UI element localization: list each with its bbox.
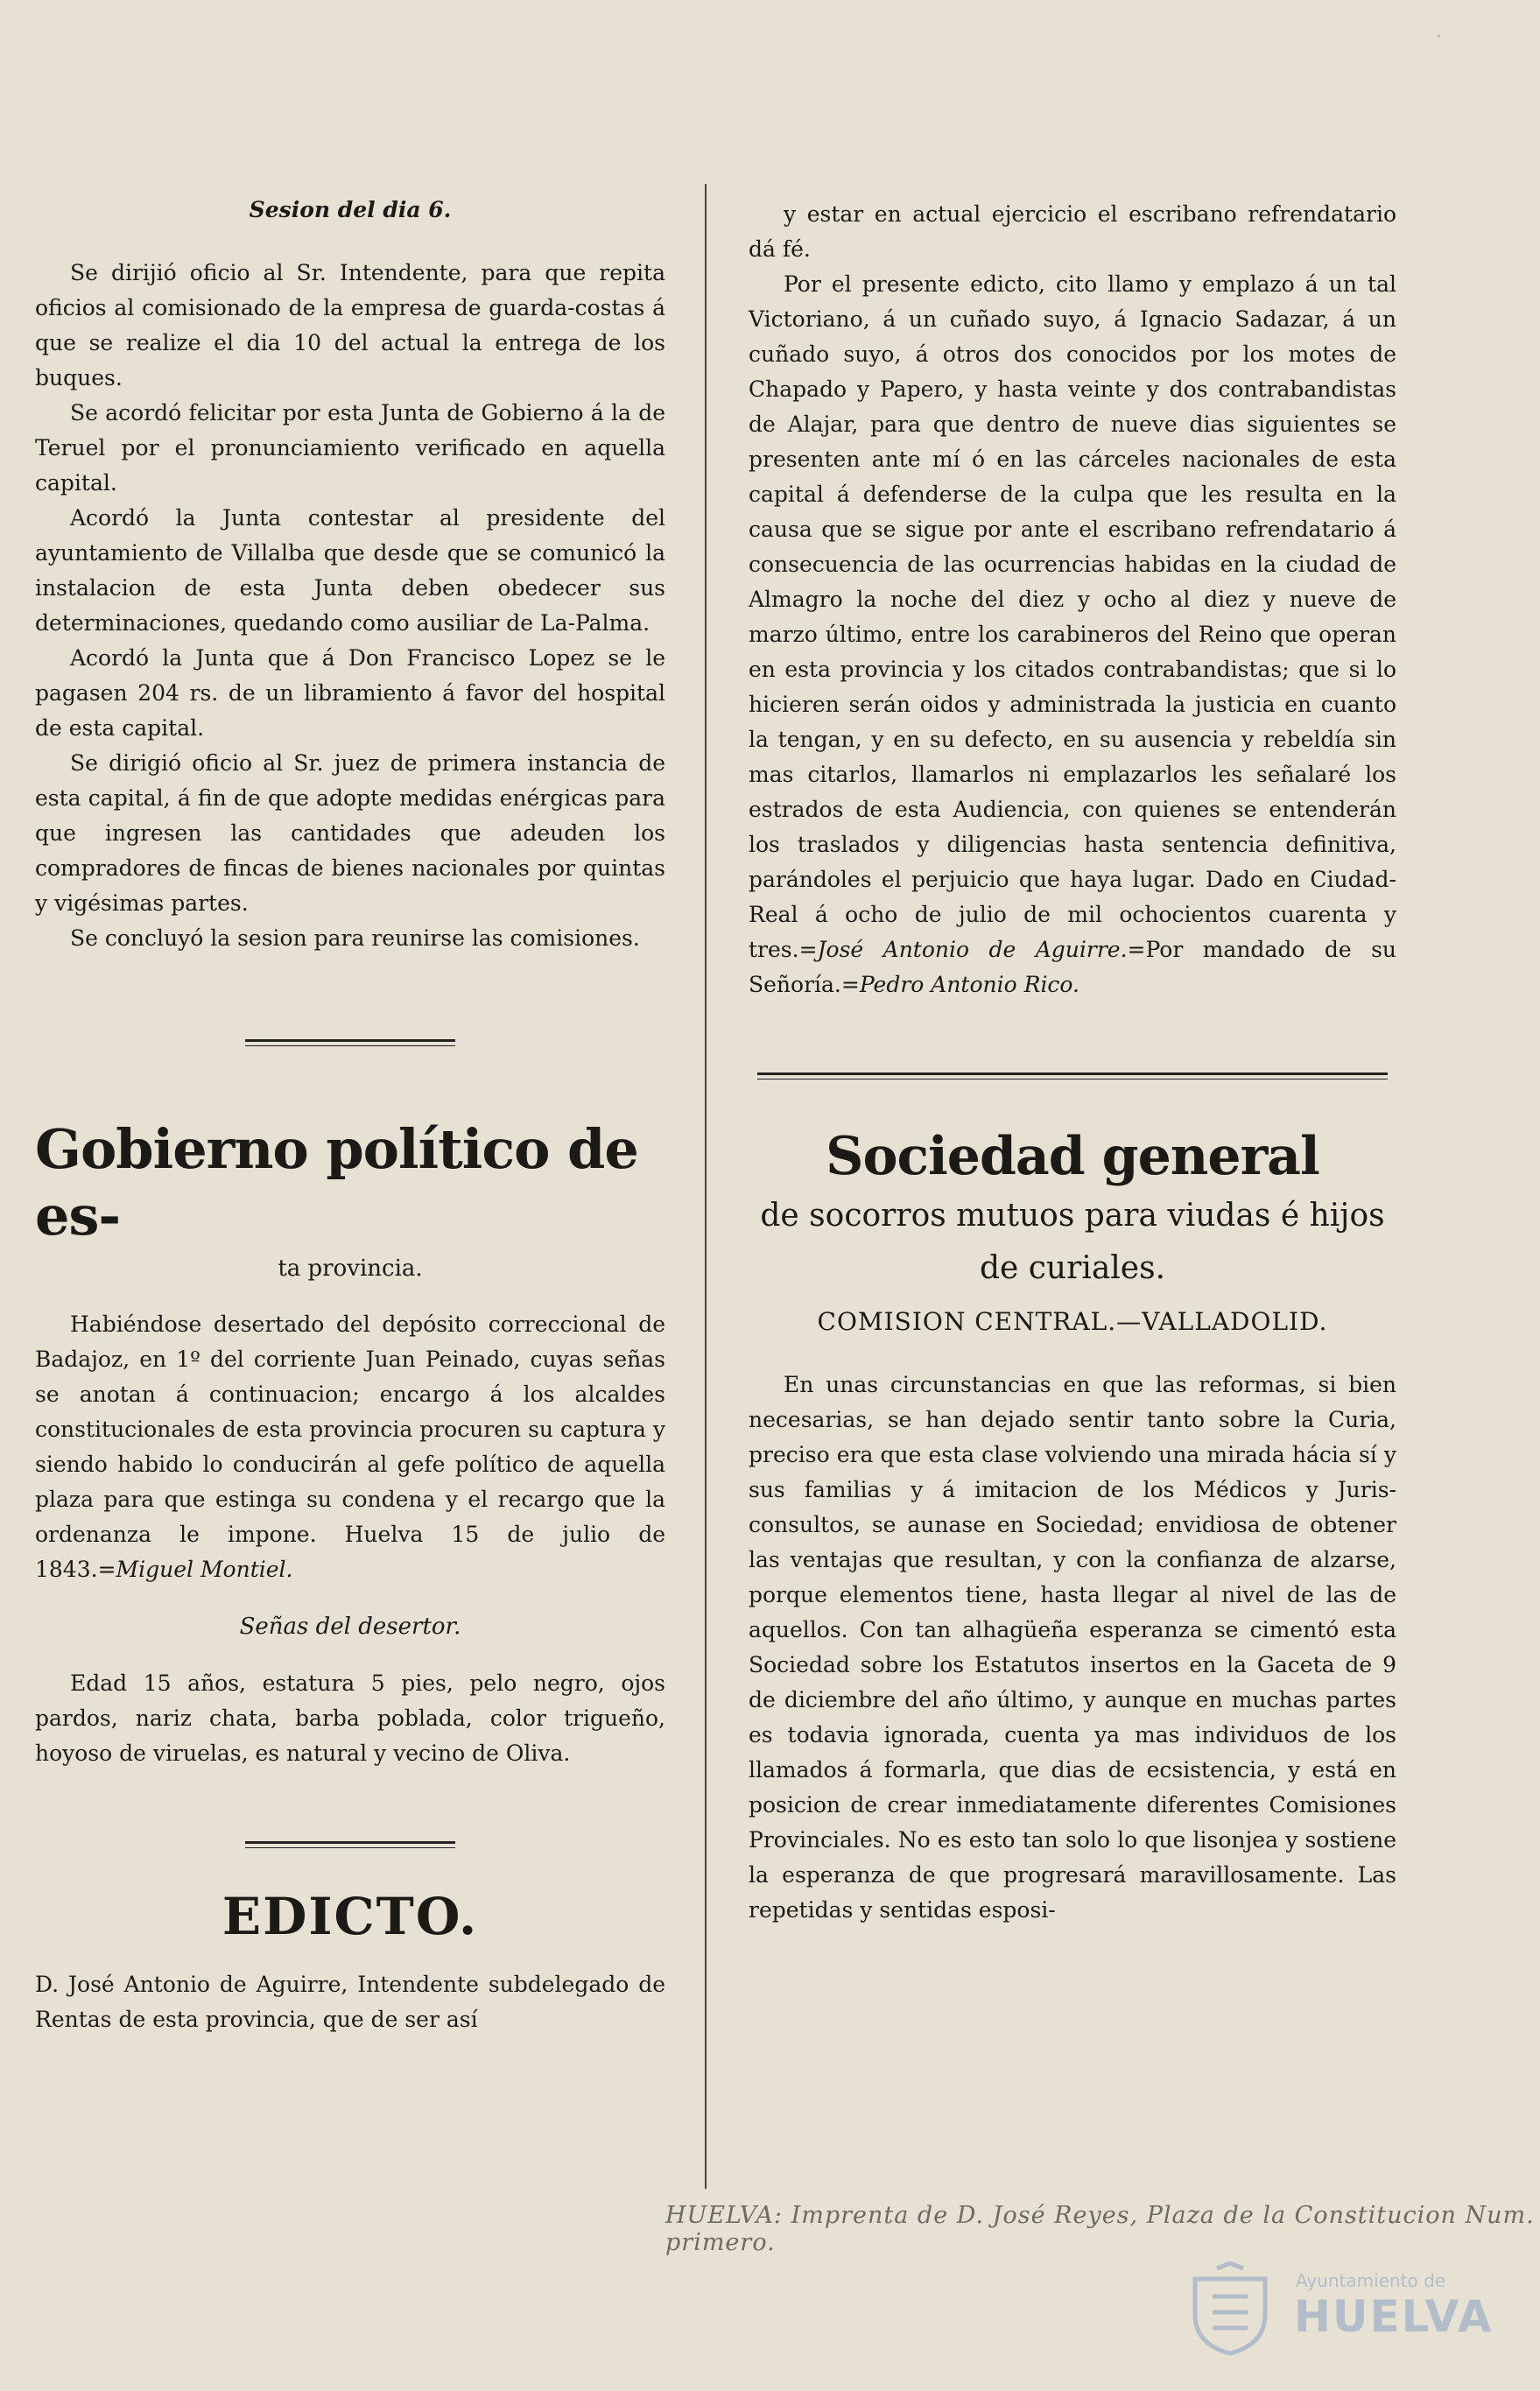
senas-heading: Señas del desertor.: [239, 1614, 461, 1640]
section-rule: [757, 1072, 1388, 1079]
faint-page-number: ·: [1436, 26, 1442, 48]
section-rule: [245, 1841, 455, 1848]
session-paragraph: Se dirijió oficio al Sr. Intendente, para que repita oficios al comisionado de la empresa de guarda-costas á que se realize el dia 10 del actual la entrega de los buques.: [35, 260, 665, 390]
gobierno-text: Habiéndose desertado del depósito correccional de Badajoz, en 1º del corriente Juan Peinado, cuyas señas se anotan á continuacion; encargo á los alcaldes constitucionales de esta provincia procuren su captura y siendo habido lo conducirán al gefe político de aquella plaza para que estinga su condena y el recargo que la ordenanza le impone. Huelva 15 de julio de 1843.: [35, 1312, 665, 1582]
session-paragraph: Acordó la Junta que á Don Francisco Lopez se le pagasen 204 rs. de un libramiento á favor del hospital de esta capital.: [35, 645, 665, 741]
edicto-mandado: =Por mandado de su Señoría.: [749, 937, 1396, 997]
senas-text: Edad 15 años, estatura 5 pies, pelo negro, ojos pardos, nariz chata, barba poblada, color trigueño, hoyoso de viruelas, es natural y vecino de Oliva.: [35, 1670, 665, 1766]
column-divider: [705, 184, 707, 2189]
right-column: [749, 179, 1396, 1928]
comision-heading: COMISION CENTRAL.—VALLADOLID.: [817, 1307, 1328, 1336]
session-paragraphs: [35, 256, 665, 956]
sociedad-heading: Sociedad general: [826, 1126, 1319, 1187]
crest-icon: [1182, 2261, 1278, 2358]
sociedad-subheading: de socorros mutuos para viudas é hijos de curiales.: [760, 1198, 1385, 1286]
edicto-body: [749, 267, 1396, 1002]
session-paragraph: Se dirigió oficio al Sr. juez de primera instancia de esta capital, á fin de que adopte medidas enérgicas para que ingresen las cantidades que adeuden los compradores de fincas de bienes nacionales por quintas y vigésimas partes.: [35, 750, 665, 916]
edicto-body-text: Por el presente edicto, cito llamo y emplazo á un tal Victoriano, á un cuñado suyo, á Ignacio Sadazar, á un cuñado suyo, á otros dos conocidos por los motes de Chapado y Papero, y hasta veinte y dos contrabandistas de Alajar, para que dentro de nueve dias siguientes se presenten ante mí ó en las cárceles nacionales de esta capital á defenderse de la culpa que les resulta en la causa que se sigue por ante el escribano refrendatario á consecuencia de las ocurrencias habidas en la ciudad de Almagro la noche del diez y ocho al diez y nueve de marzo último, entre los carabineros del Reino que operan en esta provincia y los citados contrabandistas; que si lo hicieren serán oidos y administrada la justicia en cuanto la tengan, y en su defecto, en su ausencia y rebeldía sin mas citarlos, llamarlos ni emplazarlos les señalaré los estrados de esta Audiencia, con quienes se entenderán los traslados y diligencias hasta sentencia definitiva, parándoles el perjuicio que haya lugar. Dado en Ciudad-Real á ocho de julio de mil ochocientos cuarenta y tres.: [749, 271, 1396, 962]
gobierno-notice: [35, 1307, 665, 1587]
left-column: [35, 179, 665, 2037]
watermark-logo: [1182, 2254, 1497, 2359]
session-paragraph: Acordó la Junta contestar al presidente del ayuntamiento de Villalba que desde que se comunicó la instalacion de esta Junta deben obedecer sus determinaciones, quedando como ausiliar de La-Palma.: [35, 505, 665, 636]
watermark-big-text: HUELVA: [1294, 2291, 1494, 2342]
edicto-intro: D. José Antonio de Aguirre, Intendente subdelegado de Rentas de esta provincia, que de ser así: [35, 1972, 665, 2032]
session-paragraph: Se acordó felicitar por esta Junta de Gobierno á la de Teruel por el pronunciamiento verificado en aquella capital.: [35, 400, 665, 496]
edicto-heading: EDICTO.: [222, 1887, 479, 1946]
sociedad-text: En unas circunstancias en que las reformas, si bien necesarias, se han dejado sentir tanto sobre la Curia, preciso era que esta clase volviendo una mirada hácia sí y sus familias y á imitacion de los Médicos y Juris-consultos, se aunase en Sociedad; envidiosa de obtener las ventajas que resultan, y con la confianza de alzarse, porque elementos tiene, hasta llegar al nivel de las de aquellos. Con tan alhagüeña esperanza se cimentó esta Sociedad sobre los Estatutos insertos en la Gaceta de 9 de diciembre del año último, y aunque en muchas partes es todavia ignorada, cuenta ya mas individuos de los llamados á formarla, que dias de ecsistencia, y está en posicion de crear inmediatamente diferentes Comisiones Provinciales. No es esto tan solo lo que lisonjea y sostiene la esperanza de que progresará maravillosamente. Las repetidas y sentidas esposi-: [749, 1372, 1396, 1923]
section-rule: [245, 1039, 455, 1046]
imprint-footer: HUELVA: Imprenta de D. José Reyes, Plaza de la Constitucion Num. primero.: [665, 2202, 1535, 2256]
session-title: Sesion del dia 6.: [249, 197, 452, 222]
watermark-small-text: Ayuntamiento de: [1296, 2270, 1446, 2291]
gobierno-signature: =Miguel Montiel.: [97, 1557, 293, 1582]
edicto-continuation: y estar en actual ejercicio el escribano refrendatario dá fé.: [749, 201, 1396, 262]
session-paragraph: Se concluyó la sesion para reunirse las comisiones.: [70, 925, 640, 951]
edicto-signature-1: =José Antonio de Aguirre.: [798, 937, 1128, 962]
edicto-signature-2: =Pedro Antonio Rico.: [840, 972, 1079, 997]
gobierno-heading: Gobierno político de es-: [35, 1117, 638, 1248]
gobierno-subheading: ta provincia.: [278, 1255, 423, 1282]
